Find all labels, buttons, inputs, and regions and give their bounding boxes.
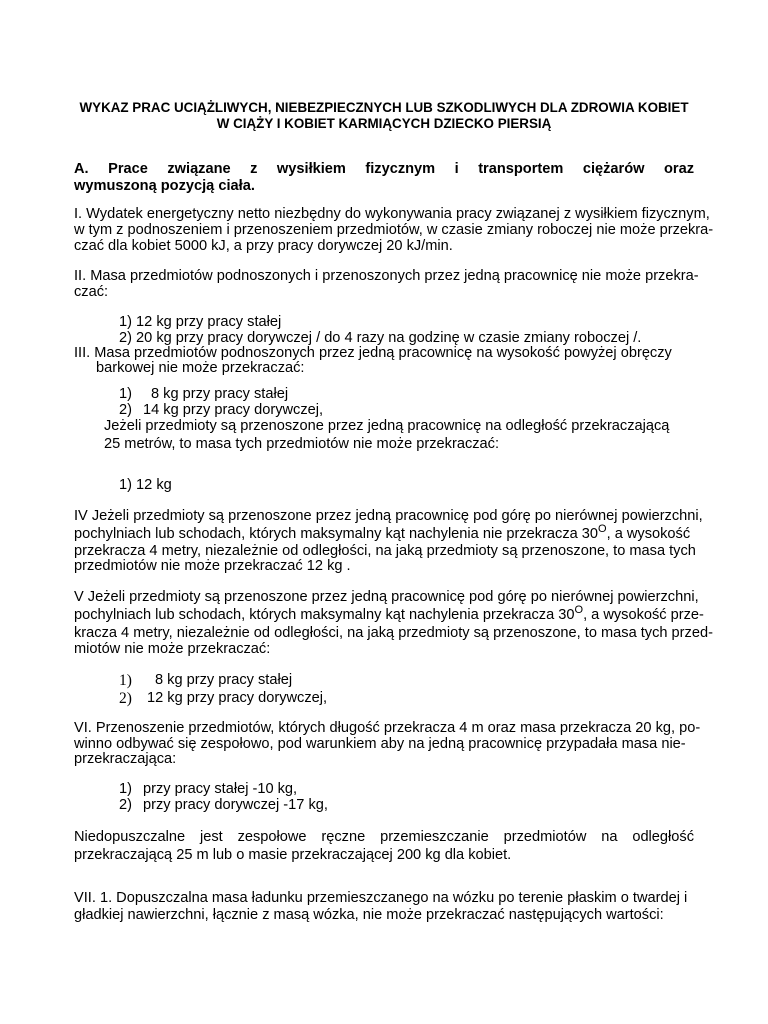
paragraph-ii-item-2: 2) 20 kg przy pracy dorywczej / do 4 razy na godzinę w czasie zmiany roboczej /. — [119, 330, 642, 346]
paragraph-iii-line-1: III. Masa przedmiotów podnoszonych przez jedną pracownicę na wysokość powyżej obręczy — [74, 345, 672, 361]
paragraph-ii-line-1: II. Masa przedmiotów podnoszonych i przenoszonych przez jedną pracownicę nie może przekra- — [74, 268, 699, 284]
section-a-heading-line-2: wymuszoną pozycją ciała. — [74, 178, 255, 194]
paragraph-i-line-3: czać dla kobiet 5000 kJ, a przy pracy dorywczej 20 kJ/min. — [74, 238, 453, 254]
section-a-heading-line-1: A. Prace związane z wysiłkiem fizycznym i transportem ciężarów oraz — [74, 161, 694, 177]
document-title-line-1: WYKAZ PRAC UCIĄŻLIWYCH, NIEBEZPIECZNYCH LUB SZKODLIWYCH DLA ZDROWIA KOBIET — [79, 100, 689, 115]
paragraph-v-item-2-text: 12 kg przy pracy dorywczej, — [147, 690, 328, 706]
paragraph-iv-line-2-pre: pochylniach lub schodach, których maksymalny kąt nachylenia nie przekracza 30 — [74, 526, 599, 542]
paragraph-ii-item-1: 1) 12 kg przy pracy stałej — [119, 314, 282, 330]
paragraph-iii-line-2: barkowej nie może przekraczać: — [96, 360, 305, 376]
paragraph-vi-item-1-number: 1) — [119, 781, 132, 797]
paragraph-v-line-1: V Jeżeli przedmioty są przenoszone przez jedną pracownicę pod górę po nierównej powierzchni, — [74, 589, 699, 605]
paragraph-vi-item-1-text: przy pracy stałej -10 kg, — [143, 781, 298, 797]
paragraph-v-item-2-number: 2) — [119, 690, 132, 707]
paragraph-v-item-1-number: 1) — [119, 672, 132, 689]
paragraph-iv-line-2 — [74, 523, 691, 543]
paragraph-vi-item-2-number: 2) — [119, 797, 132, 813]
paragraph-iii-item-2-text: 14 kg przy pracy dorywczej, — [143, 402, 324, 418]
paragraph-v-line-3: kracza 4 metry, niezależnie od odległości, na jaką przedmioty są przenoszone, to masa tych przed- — [74, 625, 713, 641]
paragraph-v-line-2 — [74, 604, 704, 624]
paragraph-iii-sub-line-2: 25 metrów, to masa tych przedmiotów nie może przekraczać: — [104, 436, 499, 452]
paragraph-v-item-1-text: 8 kg przy pracy stałej — [155, 672, 293, 688]
paragraph-v-line-4: miotów nie może przekraczać: — [74, 641, 271, 657]
paragraph-vi-line-1: VI. Przenoszenie przedmiotów, których długość przekracza 4 m oraz masa przekracza 20 kg, po- — [74, 720, 701, 736]
paragraph-v-line-2-post: , a wysokość prze- — [583, 607, 704, 623]
paragraph-vi-line-2: winno odbywać się zespołowo, pod warunkiem aby na jedną pracownicę przypadała masa nie- — [74, 736, 686, 752]
paragraph-v-line-2-pre: pochylniach lub schodach, których maksymalny kąt nachylenia przekracza 30 — [74, 607, 575, 623]
paragraph-ii-line-2: czać: — [74, 284, 109, 300]
paragraph-iv-line-1: IV Jeżeli przedmioty są przenoszone przez jedną pracownicę pod górę po nierównej powierzchni, — [74, 508, 703, 524]
paragraph-vii-line-2: gładkiej nawierzchni, łącznie z masą wózka, nie może przekraczać następujących wartości: — [74, 907, 664, 923]
paragraph-iii-item-2-number: 2) — [119, 402, 132, 418]
paragraph-iv-line-2-post: , a wysokość — [606, 526, 691, 542]
document-title-line-2: W CIĄŻY I KOBIET KARMIĄCYCH DZIECKO PIERSIĄ — [216, 116, 552, 131]
paragraph-iv-line-3: przekracza 4 metry, niezależnie od odległości, na jaką przedmioty są przenoszone, to masa tych — [74, 543, 696, 559]
paragraph-iv-line-4: przedmiotów nie może przekraczać 12 kg . — [74, 558, 351, 574]
paragraph-vii-line-1: VII. 1. Dopuszczalna masa ładunku przemieszczanego na wózku po terenie płaskim o twardej i — [74, 890, 688, 906]
paragraph-iii-item-1-number: 1) — [119, 386, 132, 402]
paragraph-vi-line-3: przekraczająca: — [74, 751, 177, 767]
paragraph-iii-item-1-text: 8 kg przy pracy stałej — [151, 386, 289, 402]
degree-symbol: O — [574, 604, 584, 616]
degree-symbol: O — [598, 523, 607, 535]
paragraph-iii-sub-line-1: Jeżeli przedmioty są przenoszone przez jedną pracownicę na odległość przekraczającą — [104, 418, 670, 434]
paragraph-i-line-2: w tym z podnoszeniem i przenoszeniem przedmiotów, w czasie zmiany roboczej nie może przekra- — [74, 222, 714, 238]
paragraph-note-line-1: Niedopuszczalne jest zespołowe ręczne przemieszczanie przedmiotów na odległość — [74, 829, 694, 845]
paragraph-iii-sub-item-1: 1) 12 kg — [119, 477, 172, 493]
paragraph-note-line-2: przekraczającą 25 m lub o masie przekraczającej 200 kg dla kobiet. — [74, 847, 512, 863]
paragraph-vi-item-2-text: przy pracy dorywczej -17 kg, — [143, 797, 328, 813]
paragraph-i-line-1: I. Wydatek energetyczny netto niezbędny do wykonywania pracy związanej z wysiłkiem fizycznym, — [74, 206, 710, 222]
